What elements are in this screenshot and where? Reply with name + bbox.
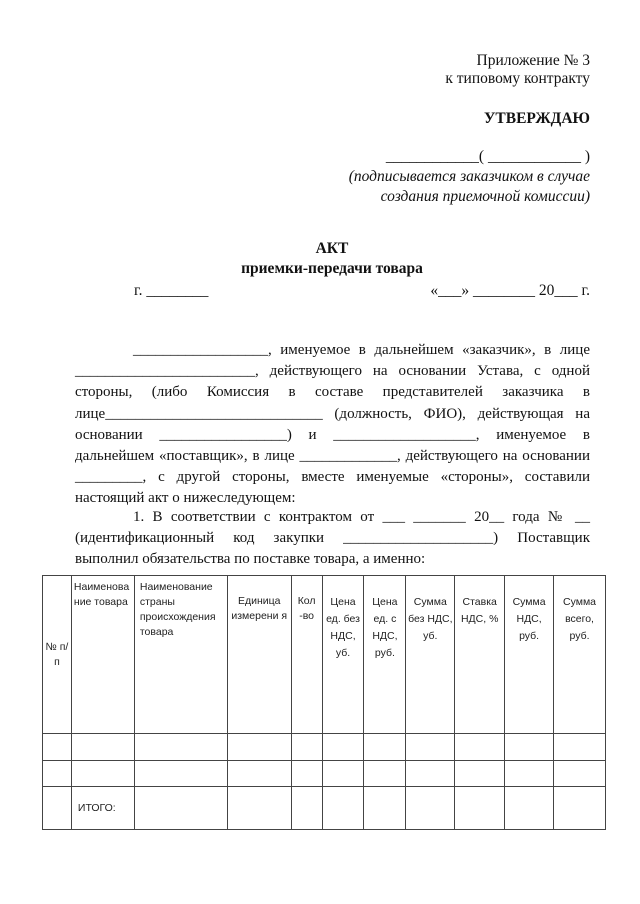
col-header-price-vat: Цена ед. с НДС, руб. bbox=[364, 576, 406, 734]
preamble-line: основании _________________) и ___________________, именуемое в bbox=[75, 426, 590, 443]
preamble-line: настоящий акт о нижеследующем: bbox=[75, 490, 296, 507]
act-date: «___» ________ 20___ г. bbox=[430, 282, 590, 299]
appendix-number: Приложение № 3 bbox=[476, 52, 590, 69]
table-cell bbox=[455, 734, 505, 761]
preamble-paragraph bbox=[75, 340, 590, 510]
table-cell bbox=[291, 761, 322, 787]
signature-note-1: (подписывается заказчиком в случае bbox=[348, 168, 590, 185]
table-cell bbox=[406, 761, 455, 787]
table-cell bbox=[322, 734, 364, 761]
signature-note-2: создания приемочной комиссии) bbox=[380, 188, 590, 205]
goods-table bbox=[42, 575, 606, 830]
act-subtitle: приемки-передачи товара bbox=[241, 260, 423, 277]
table-cell bbox=[505, 734, 554, 761]
col-header-vat-rate: Ставка НДС, % bbox=[455, 576, 505, 734]
table-row bbox=[43, 734, 606, 761]
table-cell bbox=[505, 787, 554, 830]
table-cell bbox=[227, 734, 291, 761]
clause-line: 1. В соответствии с контрактом от ___ _______ 20__ года № __ bbox=[133, 509, 590, 525]
col-header-unit: Единица измерени я bbox=[227, 576, 291, 734]
table-cell bbox=[455, 787, 505, 830]
table-cell bbox=[322, 761, 364, 787]
preamble-line: __________________, именуемое в дальнейшем «заказчик», в лице bbox=[133, 342, 590, 358]
preamble-line: стороны, (либо Комиссия в составе представителей заказчика в bbox=[75, 384, 590, 401]
col-header-sum-no-vat: Сумма без НДС, уб. bbox=[406, 576, 455, 734]
table-cell bbox=[227, 787, 291, 830]
table-cell bbox=[554, 734, 606, 761]
table-row bbox=[43, 761, 606, 787]
table-cell bbox=[134, 734, 227, 761]
table-cell bbox=[291, 734, 322, 761]
col-header-price-no-vat: Цена ед. без НДС, уб. bbox=[322, 576, 364, 734]
appendix-contract: к типовому контракту bbox=[445, 70, 590, 87]
approve-heading: УТВЕРЖДАЮ bbox=[484, 110, 590, 127]
table-cell bbox=[322, 787, 364, 830]
table-cell bbox=[43, 734, 72, 761]
preamble-line: ________________________, действующего на основании Устава, с одной bbox=[75, 363, 590, 380]
clause-1 bbox=[75, 507, 590, 571]
table-cell bbox=[406, 734, 455, 761]
total-label: ИТОГО: bbox=[77, 802, 116, 814]
preamble-line: дальнейшем «поставщик», в лице _____________, действующего на основании bbox=[75, 447, 590, 464]
table-cell bbox=[43, 787, 72, 830]
table-cell bbox=[364, 787, 406, 830]
table-cell bbox=[554, 787, 606, 830]
act-title: АКТ bbox=[315, 240, 349, 257]
signature-line: ____________( ____________ ) bbox=[385, 148, 590, 165]
table-cell bbox=[71, 761, 134, 787]
total-label-cell bbox=[71, 787, 134, 830]
col-header-vat-sum: Сумма НДС, руб. bbox=[505, 576, 554, 734]
col-header-number: № п/п bbox=[43, 576, 72, 734]
table-cell bbox=[406, 787, 455, 830]
table-cell bbox=[505, 761, 554, 787]
table-cell bbox=[455, 761, 505, 787]
table-cell bbox=[291, 787, 322, 830]
table-total-row bbox=[43, 787, 606, 830]
table-cell bbox=[43, 761, 72, 787]
table-header-row bbox=[43, 576, 606, 734]
table-cell bbox=[134, 761, 227, 787]
table-cell bbox=[554, 761, 606, 787]
table-cell bbox=[71, 734, 134, 761]
col-header-total-sum: Сумма всего, руб. bbox=[554, 576, 606, 734]
preamble-line: лице_____________________________ (должность, ФИО), действующая на bbox=[75, 405, 590, 422]
preamble-line: _________, с другой стороны, вместе именуемые «стороны», составили bbox=[75, 469, 590, 486]
col-header-goods-name: Наименова ние товара bbox=[71, 576, 134, 734]
col-header-country: Наименование страны происхождения товара bbox=[134, 576, 227, 734]
clause-line: выполнил обязательства по поставке товара, а именно: bbox=[75, 551, 426, 568]
table-cell bbox=[134, 787, 227, 830]
col-header-quantity: Кол -во bbox=[291, 576, 322, 734]
table-cell bbox=[364, 761, 406, 787]
act-city: г. ________ bbox=[134, 282, 209, 299]
table-cell bbox=[227, 761, 291, 787]
clause-line: (идентификационный код закупки ____________________) Поставщик bbox=[75, 530, 590, 547]
table-cell bbox=[364, 734, 406, 761]
